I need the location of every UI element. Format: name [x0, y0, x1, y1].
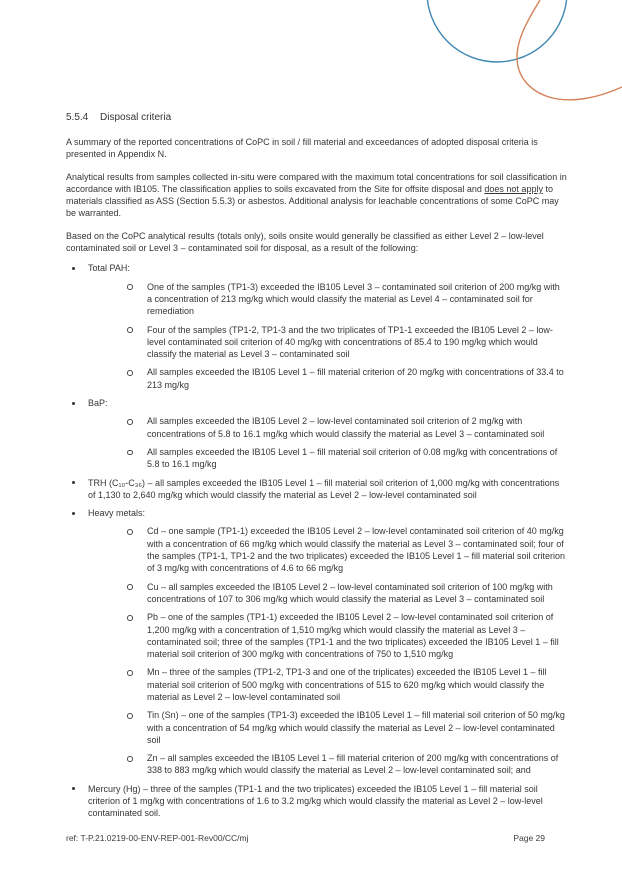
footer-page-number: Page 29: [513, 833, 545, 843]
list-item-mercury: [66, 783, 567, 820]
total-pah-sublist: [88, 281, 567, 391]
list-item-text: All samples exceeded the IB105 Level 2 – low-level contaminated soil criterion of 2 mg/kg with concentrations of 5.8 to 16.1 mg/kg which would classify the material as Level 3 – contaminated soil: [147, 416, 545, 439]
list-item-total-pah: [66, 262, 567, 391]
list-item-text: Four of the samples (TP1-2, TP1-3 and the two triplicates of TP1-1 exceeded the IB105 Level 2 – low-level contaminated soil criterion of 40 mg/kg with concentrations of 85.4 to 190 mg/kg which would classify the material as Level 3 – contaminated soil: [147, 324, 553, 360]
underlined-phrase: does not apply: [484, 183, 543, 194]
circle-bullet-icon: [127, 327, 133, 333]
list-item-zn: [126, 752, 567, 777]
list-item-text: All samples exceeded the IB105 Level 1 – fill material soil criterion of 0.08 mg/kg with concentrations of 5.8 to 16.1 mg/kg: [147, 446, 558, 470]
list-item-trh: [66, 477, 567, 502]
list-item-label: Total PAH:: [88, 263, 130, 274]
paragraph-analytical: [66, 171, 567, 220]
paragraph-summary: [66, 136, 567, 161]
list-item-tin: [126, 709, 567, 746]
bullet-icon: [72, 512, 75, 515]
bullet-icon: [72, 267, 75, 270]
circle-bullet-icon: [127, 670, 133, 676]
circle-bullet-icon: [127, 756, 133, 762]
paragraph-classification: [66, 230, 567, 255]
section-heading: [66, 111, 567, 124]
copc-results-list: [66, 262, 567, 819]
list-item-text: Cu – all samples exceeded the IB105 Level 2 – low-level contaminated soil criterion of 100 mg/kg with concentrations of 107 to 306 mg/kg which would classify the material as Level 3 – contaminated soil: [147, 581, 553, 604]
bullet-icon: [72, 402, 75, 405]
circle-bullet-icon: [127, 529, 133, 535]
circle-bullet-icon: [127, 450, 133, 456]
paragraph-analytical-before: Analytical results from samples collected in-situ were compared with the maximum total concentrations for soil classification in accordance with IB105. The classification applies to soils excavated from the Site for offsite disposal and: [66, 171, 567, 194]
list-item-text: Mn – three of the samples (TP1-2, TP1-3 and one of the triplicates) exceeded the IB105 Level 1 – fill material soil criterion of 500 mg/kg with concentrations of 515 to 620 mg/kg which would classify the material as Level 2 – low-level contaminated soil: [147, 667, 547, 702]
circle-bullet-icon: [127, 615, 133, 621]
list-item-cd: [126, 525, 567, 574]
page-body: [66, 111, 567, 826]
list-item: [126, 281, 567, 318]
list-item-pb: [126, 611, 567, 660]
blue-circle-icon: [427, 0, 567, 62]
circle-bullet-icon: [127, 584, 133, 590]
list-item: [126, 446, 567, 471]
orange-circle-icon: [517, 0, 622, 100]
heavy-metals-sublist: [88, 525, 567, 776]
section-title: Disposal criteria: [100, 112, 172, 123]
list-item-text: Pb – one of the samples (TP1-1) exceeded the IB105 Level 2 – low-level contaminated soil criterion of 1,200 mg/kg with a concentration of 1,510 mg/kg which would classify the material as Level 3 – contaminated soil; three of the samples (TP1-1 and the two triplicates) exceeded the IB105 Level 1 – fill material soil criterion of 300 mg/kg with concentrations of 750 to 1,510 mg/kg: [147, 612, 559, 660]
list-item-cu: [126, 581, 567, 606]
bap-sublist: [88, 415, 567, 470]
list-item-label: Heavy metals:: [88, 508, 146, 519]
paragraph-classification-text: Based on the CoPC analytical results (totals only), soils onsite would generally be classified as either Level 2 – low-level contaminated soil or Level 3 – contaminated soil for disposal, as a result of the following:: [66, 230, 544, 254]
footer-reference: ref: T-P.21.0219-00-ENV-REP-001-Rev00/CC/mj: [66, 833, 249, 843]
list-item: [126, 415, 567, 440]
list-item-text: All samples exceeded the IB105 Level 1 – fill material criterion of 20 mg/kg with concentrations of 33.4 to 213 mg/kg: [147, 367, 564, 390]
list-item-label: BaP:: [88, 398, 108, 409]
paragraph-summary-text: A summary of the reported concentrations of CoPC in soil / fill material and exceedances of adopted disposal criteria is presented in Appendix N.: [66, 137, 538, 160]
circle-bullet-icon: [127, 284, 133, 290]
list-item-bap: [66, 397, 567, 470]
list-item-label: TRH (C₁₀-C₃₆) – all samples exceeded the IB105 Level 1 – fill material soil criterion of 1,000 mg/kg with concentrations of 1,130 to 2,640 mg/kg which would classify the material as Level 2 – low-level contaminated soil: [88, 477, 560, 500]
list-item: [126, 324, 567, 361]
bullet-icon: [72, 787, 75, 790]
section-number: 5.5.4: [66, 112, 89, 123]
list-item-heavy-metals: [66, 507, 567, 777]
circle-bullet-icon: [127, 419, 133, 425]
list-item-text: Cd – one sample (TP1-1) exceeded the IB105 Level 2 – low-level contaminated soil criterion of 40 mg/kg with a concentration of 66 mg/kg which would classify the material as Level 3 – contaminated soil; four of the samples (TP1-1, TP1-2 and the two triplicates) exceeded the IB105 Level 1 – fill material soil criterion of 3 mg/kg with concentrations of 4.6 to 66 mg/kg: [147, 526, 566, 574]
paragraph-analytical-after: to materials classified as ASS (Section 5.5.3) or asbestos. Additional analysis for leachable concentrations of some CoPC may be warranted.: [66, 183, 559, 219]
page-footer: [66, 833, 545, 844]
circle-bullet-icon: [127, 370, 133, 376]
bullet-icon: [72, 481, 75, 484]
circle-bullet-icon: [127, 713, 133, 719]
list-item-label: Mercury (Hg) – three of the samples (TP1-1 and the two triplicates) exceeded the IB105 Level 1 – fill material soil criterion of 1 mg/kg with concentrations of 1.6 to 3.2 mg/kg which would classify the material as Level 2 – low-level contaminated soil.: [88, 783, 543, 819]
list-item: [126, 366, 567, 391]
list-item-mn: [126, 666, 567, 703]
list-item-text: Zn – all samples exceeded the IB105 Level 1 – fill material criterion of 200 mg/kg with concentrations of 338 to 883 mg/kg which would classify the material as Level 2 – low-level contaminated soil; and: [147, 753, 559, 776]
list-item-text: One of the samples (TP1-3) exceeded the IB105 Level 3 – contaminated soil criterion of 200 mg/kg with a concentration of 213 mg/kg which would classify the material as Level 4 – contaminated soil for remediation: [147, 281, 560, 317]
list-item-text: Tin (Sn) – one of the samples (TP1-3) exceeded the IB105 Level 1 – fill material soil criterion of 50 mg/kg with a concentration of 54 mg/kg which would classify the material as Level 2 – low-level contaminated soil: [147, 710, 565, 745]
